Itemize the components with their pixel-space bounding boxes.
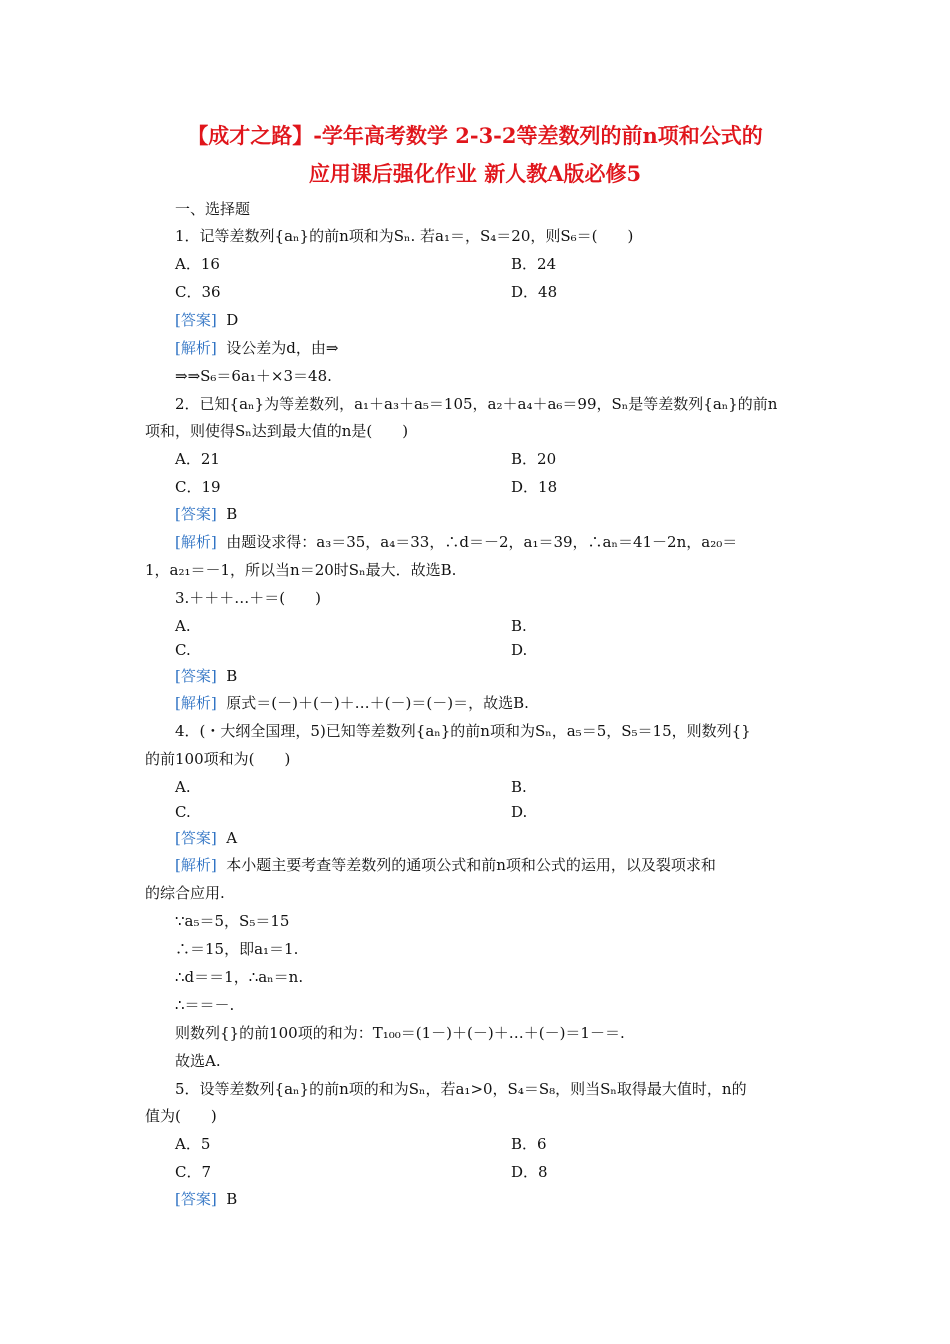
- q4-option-a: A.: [175, 778, 191, 796]
- answer-tag: [答案]: [175, 505, 217, 523]
- q4-answer: A: [226, 829, 238, 847]
- q2-option-c: C．19: [175, 478, 221, 496]
- q1-option-b: B．24: [511, 255, 557, 273]
- q1-option-d: D．48: [511, 283, 558, 301]
- q4-option-c: C.: [175, 803, 191, 821]
- q3-answer-line: [175, 666, 237, 686]
- q1-option-c: C．36: [175, 283, 221, 301]
- q5-option-c: C．7: [175, 1163, 212, 1181]
- analysis-tag: [解析]: [175, 856, 217, 874]
- q3-analysis: 原式＝(－)＋(－)＋…＋(－)＝(－)＝，故选B.: [226, 694, 529, 712]
- q2-answer: B: [226, 505, 238, 523]
- answer-tag: [答案]: [175, 667, 217, 685]
- q4-step-3: ∴d＝＝1，∴aₙ＝n.: [175, 968, 304, 986]
- q4-step-1: ∵a₅＝5，S₅＝15: [175, 912, 290, 930]
- answer-tag: [答案]: [175, 311, 217, 329]
- doc-title-line1: 【成才之路】-学年高考数学 2-3-2等差数列的前n项和公式的: [187, 123, 763, 148]
- q2-option-a: A．21: [175, 450, 220, 468]
- q3-option-c: C.: [175, 641, 191, 659]
- q4-analysis-line: [175, 855, 716, 875]
- q1-analysis-line: [175, 338, 338, 358]
- q1-answer-line: [175, 310, 238, 330]
- q2-stem-2: 项和，则使得Sₙ达到最大值的n是( ): [145, 422, 409, 440]
- q3-option-a: A.: [175, 617, 191, 635]
- doc-title-line2: 应用课后强化作业 新人教A版必修5: [308, 161, 642, 186]
- q2-analysis-1: 由题设求得：a₃＝35，a₄＝33，∴d＝－2，a₁＝39，∴aₙ＝41－2n，a₂₀＝: [226, 533, 738, 551]
- analysis-tag: [解析]: [175, 694, 217, 712]
- q5-answer-line: [175, 1189, 237, 1209]
- q4-option-b: B.: [511, 778, 527, 796]
- q3-analysis-line: [175, 693, 529, 713]
- q5-stem-2: 值为( ): [145, 1107, 217, 1125]
- q1-answer: D: [226, 311, 239, 329]
- q5-option-d: D．8: [511, 1163, 548, 1181]
- q2-stem-1: 2．已知{aₙ}为等差数列，a₁＋a₃＋a₅＝105，a₂＋a₄＋a₆＝99，Sₙ是等差数列{aₙ}的前n: [175, 395, 778, 413]
- q1-analysis-2: ⇒⇒S₆＝6a₁＋×3＝48.: [175, 367, 332, 385]
- q3-stem: 3.＋＋＋…＋＝( ): [175, 589, 322, 607]
- q4-answer-line: [175, 828, 237, 848]
- q4-step-2: ∴＝15，即a₁＝1.: [175, 940, 299, 958]
- q5-stem-1: 5．设等差数列{aₙ}的前n项的和为Sₙ，若a₁>0，S₄＝S₈，则当Sₙ取得最大值时，n的: [175, 1080, 747, 1098]
- q4-option-d: D.: [511, 803, 528, 821]
- q3-option-b: B.: [511, 617, 527, 635]
- q4-step-5: 则数列{}的前100项的和为：T₁₀₀＝(1－)＋(－)＋…＋(－)＝1－＝.: [175, 1024, 625, 1042]
- q2-analysis-2: 1，a₂₁＝－1，所以当n＝20时Sₙ最大．故选B.: [145, 561, 457, 579]
- q1-analysis: 设公差为d，由⇒: [226, 339, 339, 357]
- analysis-tag: [解析]: [175, 339, 217, 357]
- q2-analysis-line: [175, 532, 737, 552]
- q1-option-a: A．16: [175, 255, 220, 273]
- q5-option-a: A．5: [175, 1135, 211, 1153]
- answer-tag: [答案]: [175, 829, 217, 847]
- q2-answer-line: [175, 504, 237, 524]
- q4-analysis-2: 的综合应用.: [145, 884, 225, 902]
- answer-tag: [答案]: [175, 1190, 217, 1208]
- q1-stem: 1．记等差数列{aₙ}的前n项和为Sₙ. 若a₁＝，S₄＝20，则S₆＝( ): [175, 227, 634, 245]
- q4-step-6: 故选A.: [175, 1052, 221, 1070]
- q4-step-4: ∴＝＝－.: [175, 996, 235, 1014]
- q5-answer: B: [226, 1190, 238, 1208]
- analysis-tag: [解析]: [175, 533, 217, 551]
- q4-stem-2: 的前100项和为( ): [145, 750, 291, 768]
- q2-option-d: D．18: [511, 478, 558, 496]
- section-heading: 一、选择题: [175, 200, 251, 218]
- q2-option-b: B．20: [511, 450, 557, 468]
- q3-answer: B: [226, 667, 238, 685]
- q4-analysis-1: 本小题主要考查等差数列的通项公式和前n项和公式的运用，以及裂项求和: [226, 856, 716, 874]
- q5-option-b: B．6: [511, 1135, 547, 1153]
- q4-stem-1: 4．(・大纲全国理，5)已知等差数列{aₙ}的前n项和为Sₙ，a₅＝5，S₅＝15，则数列{}: [175, 722, 751, 740]
- q3-option-d: D.: [511, 641, 528, 659]
